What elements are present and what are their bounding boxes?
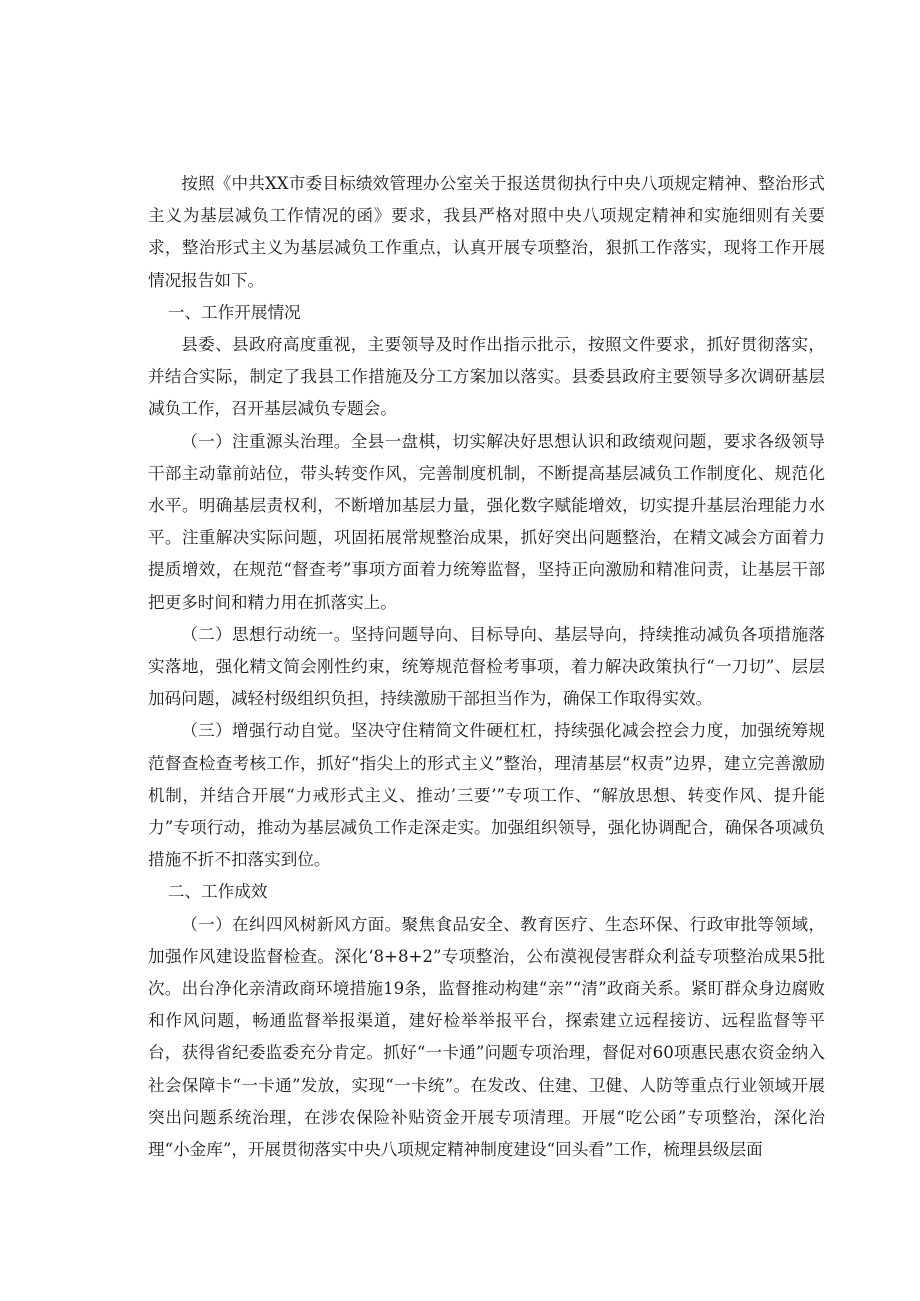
document-page [148, 168, 825, 1166]
section-heading-work-results: 二、工作成效 [167, 882, 268, 902]
section-heading-work-progress: 一、工作开展情况 [167, 302, 301, 322]
subsection-paragraph-thought-action: （二）思想行动统一。坚持问题导向、目标导向、基层导向，持续推动减负各项措施落实落地，强化精文简会刚性约束，统筹规范督检考事项，着力解决政策执行“一刀切”、层层加码问题，减轻村级组织负担，持续激励干部担当作为，确保工作取得实效。 [148, 624, 825, 709]
intro-paragraph: 按照《中共XX市委目标绩效管理办公室关于报送贯彻执行中央八项规定精神、整治形式主义为基层减负工作情况的函》要求，我县严格对照中央八项规定精神和实施细则有关要求，整治形式主义为基层减负工作重点，认真开展专项整治，狠抓工作落实，现将工作开展情况报告如下。 [148, 174, 825, 290]
body-paragraph: 县委、县政府高度重视，主要领导及时作出指示批示，按照文件要求，抓好贯彻落实，并结合实际，制定了我县工作措施及分工方案加以落实。县委县政府主要领导多次调研基层减负工作，召开基层减负专题会。 [148, 335, 825, 419]
subsection-paragraph-source-governance: （一）注重源头治理。全县一盘棋，切实解决好思想认识和政绩观问题，要求各级领导干部主动靠前站位，带头转变作风，完善制度机制，不断提高基层减负工作制度化、规范化水平。明确基层责权利，不断增加基层力量，强化数字赋能增效，切实提升基层治理能力水平。注重解决实际问题，巩固拓展常规整治成果，抓好突出问题整治，在精文减会方面着力提质增效，在规范“督查考”事项方面着力统筹监督，坚持正向激励和精准问责，让基层干部把更多时间和精力用在抓落实上。 [148, 431, 825, 612]
subsection-paragraph-four-styles: （一）在纠四风树新风方面。聚焦食品安全、教育医疗、生态环保、行政审批等领域，加强作风建设监督检查。深化‘8+8+2”专项整治，公布漠视侵害群众利益专项整治成果5批次。出台净化亲清政商环境措施19条，监督推动构建“亲”“清”政商关系。紧盯群众身边腐败和作风问题，畅通监督举报渠道，建好检举举报平台，探索建立远程接访、远程监督等平台，获得省纪委监委充分肯定。抓好“一卡通”问题专项治理，督促对60项惠民惠农资金纳入社会保障卡“一卡通”发放，实现“一卡统”。在发改、住建、卫健、人防等重点行业领域开展突出问题系统治理，在涉农保险补贴资金开展专项清理。开展“吃公函”专项整治，深化治理“小金库”，开展贯彻落实中央八项规定精神制度建设“回头看”工作，梳理县级层面 [148, 914, 825, 1160]
subsection-paragraph-action-consciousness: （三）增强行动自觉。坚决守住精简文件硬杠杠，持续强化减会控会力度，加强统筹规范督查检查考核工作，抓好“指尖上的形式主义”整治，理清基层“权责”边界，建立完善激励机制，并结合开展“力戒形式主义、推动’三要’”专项工作、“解放思想、转变作风、提升能力”专项行动，推动为基层减负工作走深走实。加强组织领导，强化协调配合，确保各项减负措施不折不扣落实到位。 [148, 721, 825, 870]
